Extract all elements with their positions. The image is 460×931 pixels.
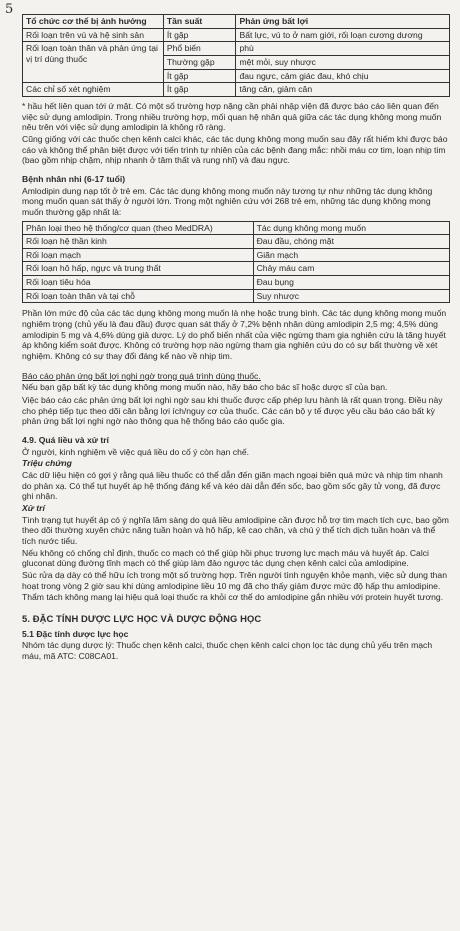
table-cell: Các chỉ số xét nghiệm xyxy=(23,83,164,97)
paragraph: Súc rửa dạ dày có thể hữu ích trong một số trường hợp. Trên người tình nguyện khỏe mạnh, việc sử dụng than hoạt trong vòng 2 giờ sau khi dùng amlodipine liều 10 mg đã cho thấy giảm được mức độ hấp thu amlodipine. xyxy=(22,569,447,591)
table-cell: Suy nhược xyxy=(253,289,449,303)
table-cell: mệt mỏi, suy nhược xyxy=(236,55,450,69)
treatment-heading: Xử trí xyxy=(22,502,45,513)
table-cell: Rối loạn hô hấp, ngực và trung thất xyxy=(23,262,254,276)
table-cell: Rối loạn tiêu hóa xyxy=(23,276,254,290)
table-cell: Ít gặp xyxy=(163,83,236,97)
symptoms-heading: Triệu chứng xyxy=(22,458,72,469)
paragraph: Các dữ liệu hiện có gợi ý rằng quá liều thuốc có thể dẫn đến giãn mạch ngoại biên quá mức và nhịp tim nhanh do phản xạ. Có thể tụt huyết áp hệ thống đáng kể và kéo dài dẫn đến sốc, bao gồm sốc gây tử vong, đã được ghi nhận. xyxy=(22,469,443,502)
table-row xyxy=(23,289,450,303)
table-cell: Ít gặp xyxy=(163,69,236,83)
table-cell: Rối loạn trên vú và hệ sinh sản xyxy=(23,28,164,42)
table-row xyxy=(23,276,450,290)
paragraph: Cũng giống với các thuốc chẹn kênh calci khác, các tác dụng không mong muốn sau đây rất hiếm khi được báo cáo và không thể phân biệt được với tiến trình tự nhiên của các bệnh đang mắc: nhồi máu cơ tim, loạn nhịp tim (bao gồm nhịp chậm, nhịp nhanh ở tâm thất và rung nhĩ) và đau ngực. xyxy=(22,133,448,166)
table-header: Phản ứng bất lợi xyxy=(236,15,450,29)
paragraph: Ở người, kinh nghiệm về việc quá liều do cố ý còn hạn chế. xyxy=(22,446,250,457)
table-row xyxy=(23,83,450,97)
paragraph: Thẩm tách không mang lại hiệu quả loại thuốc ra khỏi cơ thể do amlodipine gắn nhiều với protein huyết tương. xyxy=(22,592,444,603)
report-heading: Báo cáo phản ứng bất lợi nghi ngờ trong quá trình dùng thuốc. xyxy=(22,370,261,381)
paragraph: Việc báo cáo các phản ứng bất lợi nghi ngờ sau khi thuốc được cấp phép lưu hành là rất quan trọng. Điều này cho phép tiếp tục theo dõi cân bằng lợi ích/nguy cơ của thuốc. Các cán bộ y tế được yêu cầu báo cáo bất kỳ phản ứng bất lợi nghi ngờ nào thông qua hệ thống báo cáo quốc gia. xyxy=(22,395,443,427)
paragraph: Phần lớn mức độ của các tác dụng không mong muốn là nhẹ hoặc trung bình. Các tác dụng không mong muốn nghiêm trọng (chủ yếu là đau đầu) được quan sát thấy ở 7,2% bệnh nhân dùng amlodipin 2,5 mg; 4,5% dùng amlodipin 5 mg và 4,6% dùng giả dược. Lý do phổ biến nhất của việc ngừng tham gia nghiên cứu là tăng huyết áp không kiểm soát được. Không có trường hợp nào ngừng tham gia nghiên cứu do có sự bất thường về xét nghiệm. Không có sự thay đổi đáng kể nào về nhịp tim. xyxy=(22,308,447,362)
table-cell: Rối loạn hệ thần kinh xyxy=(23,235,254,249)
table-row xyxy=(23,42,450,56)
table-cell: Chảy máu cam xyxy=(253,262,449,276)
table-cell: Ít gặp xyxy=(163,28,236,42)
table-row xyxy=(23,248,450,262)
table-cell: Thường gặp xyxy=(163,55,236,69)
page-number: 5 xyxy=(5,2,14,17)
footnote-paragraph: * hầu hết liên quan tới ứ mật. Có một số trường hợp nặng cần phải nhập viện đã được báo cáo liên quan đến việc sử dụng amlodipin. Trong nhiều trường hợp, mối quan hệ nhân quả giữa các tác dụng không mong muốn nêu trên với việc sử dụng amlodipin là không rõ ràng. xyxy=(22,100,442,133)
paragraph: Amlodipin dung nạp tốt ở trẻ em. Các tác dụng không mong muốn này tương tự như những tác dụng không mong muốn quan sát thấy ở người lớn. Trong một nghiên cứu với 268 trẻ em, những tác dụng không mong muốn thường gặp nhất là: xyxy=(22,185,433,217)
pediatric-reactions-table xyxy=(22,221,450,304)
table-cell: Bất lực, vú to ở nam giới, rối loạn cương dương xyxy=(236,28,450,42)
table-cell: phù xyxy=(236,42,450,56)
pediatric-heading: Bệnh nhân nhi (6-17 tuổi) xyxy=(22,173,126,184)
table-row xyxy=(23,262,450,276)
table-cell: Phổ biến xyxy=(163,42,236,56)
paragraph: Nhóm tác dụng dược lý: Thuốc chẹn kênh calci, thuốc chẹn kênh calci chọn lọc tác dụng chủ yếu trên mạch máu, mã ATC: C08CA01. xyxy=(22,640,433,661)
table-cell: Rối loạn toàn thân và phản ứng tại vị trí dùng thuốc xyxy=(23,42,164,83)
table-cell: Giãn mạch xyxy=(253,248,449,262)
table-row xyxy=(23,28,450,42)
section-4-9-heading: 4.9. Quá liều và xử trí xyxy=(22,435,109,445)
table-header: Tần suất xyxy=(163,15,236,29)
table-cell: Rối loạn mạch xyxy=(23,248,254,262)
table-header: Phân loại theo hệ thống/cơ quan (theo MedDRA) xyxy=(23,221,254,235)
table-header: Tác dụng không mong muốn xyxy=(253,221,449,235)
paragraph: Nếu bạn gặp bất kỳ tác dụng không mong muốn nào, hãy báo cho bác sĩ hoặc dược sĩ của bạn. xyxy=(22,382,388,393)
table-cell: Đau đầu, chóng mặt xyxy=(253,235,449,249)
paragraph: Nếu không có chống chỉ định, thuốc co mạch có thể giúp hồi phục trương lực mạch máu và huyết áp. Calci gluconat dùng đường tĩnh mạch có thể giúp làm đảo ngược tác dụng chẹn kênh calci của amlodipine. xyxy=(22,547,429,569)
paragraph: Tình trạng tụt huyết áp có ý nghĩa lâm sàng do quá liều amlodipine cần được hỗ trợ tim mạch tích cực, bao gồm theo dõi thường xuyên chức năng tuần hoàn và hô hấp, kê cao chân, và chú ý thể tích dịch tuần hoàn và thể tích nước tiểu. xyxy=(22,514,449,546)
section-5-heading: 5. ĐẶC TÍNH DƯỢC LỰC HỌC VÀ DƯỢC ĐỘNG HỌC xyxy=(22,612,262,624)
table-header-row xyxy=(23,221,450,235)
table-cell: Đau bụng xyxy=(253,276,449,290)
adverse-reactions-table xyxy=(22,14,450,97)
section-5-1-heading: 5.1 Đặc tính dược lực học xyxy=(22,628,129,639)
table-header: Tổ chức cơ thể bị ảnh hưởng xyxy=(23,15,164,29)
document-page xyxy=(22,0,450,662)
table-cell: đau ngực, cảm giác đau, khó chịu xyxy=(236,69,450,83)
table-header-row xyxy=(23,15,450,29)
table-row xyxy=(23,235,450,249)
table-cell: tăng cân, giảm cân xyxy=(236,83,450,97)
table-cell: Rối loạn toàn thân và tại chỗ xyxy=(23,289,254,303)
